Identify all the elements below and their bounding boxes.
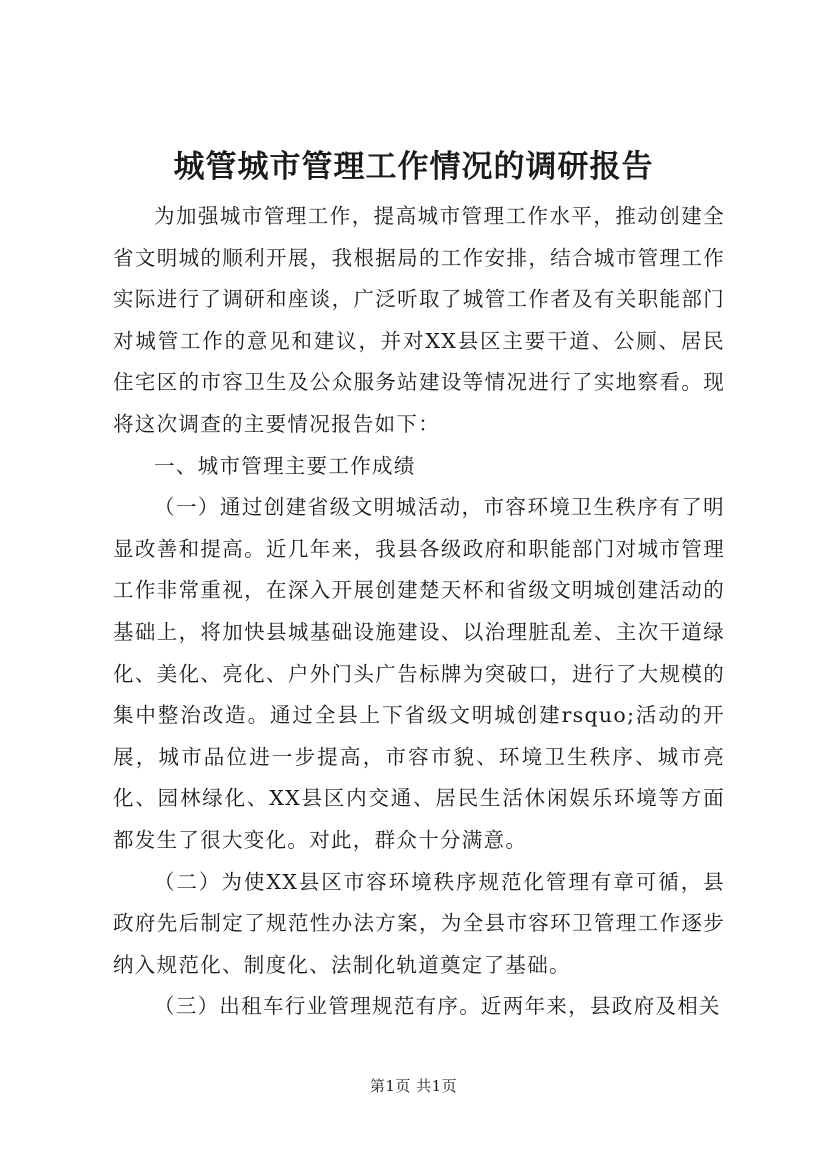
paragraph-item-2: （二）为使XX县区市容环境秩序规范化管理有章可循，县政府先后制定了规范性办法方案，为全县市容环卫管理工作逐步纳入规范化、制度化、法制化轨道奠定了基础。 bbox=[113, 869, 725, 977]
document-body bbox=[113, 196, 725, 1028]
paragraph-item-3: （三）出租车行业管理规范有序。近两年来，县政府及相关 bbox=[154, 994, 721, 1019]
paragraph-intro: 为加强城市管理工作，提高城市管理工作水平，推动创建全省文明城的顺利开展，我根据局的工作安排，结合城市管理工作实际进行了调研和座谈，广泛听取了城管工作者及有关职能部门对城管工作的意见和建议，并对XX县区主要干道、公厕、居民住宅区的市容卫生及公众服务站建设等情况进行了实地察看。现将这次调查的主要情况报告如下： bbox=[113, 204, 725, 436]
document-title: 城管城市管理工作情况的调研报告 bbox=[173, 149, 654, 185]
page-number-footer: 第1页 共1页 bbox=[369, 1077, 458, 1095]
section-heading: 一、城市管理主要工作成绩 bbox=[154, 453, 416, 478]
paragraph-item-1: （一）通过创建省级文明城活动，市容环境卫生秩序有了明显改善和提高。近几年来，我县各级政府和职能部门对城市管理工作非常重视，在深入开展创建楚天杯和省级文明城创建活动的基础上，将加快县城基础设施建设、以治理脏乱差、主次干道绿化、美化、亮化、户外门头广告标牌为突破口，进行了大规模的集中整治改造。通过全县上下省级文明城创建rsquo;活动的开展，城市品位进一步提高，市容市貌、环境卫生秩序、城市亮化、园林绿化、XX县区内交通、居民生活休闲娱乐环境等方面都发生了很大变化。对此，群众十分满意。 bbox=[113, 495, 725, 852]
